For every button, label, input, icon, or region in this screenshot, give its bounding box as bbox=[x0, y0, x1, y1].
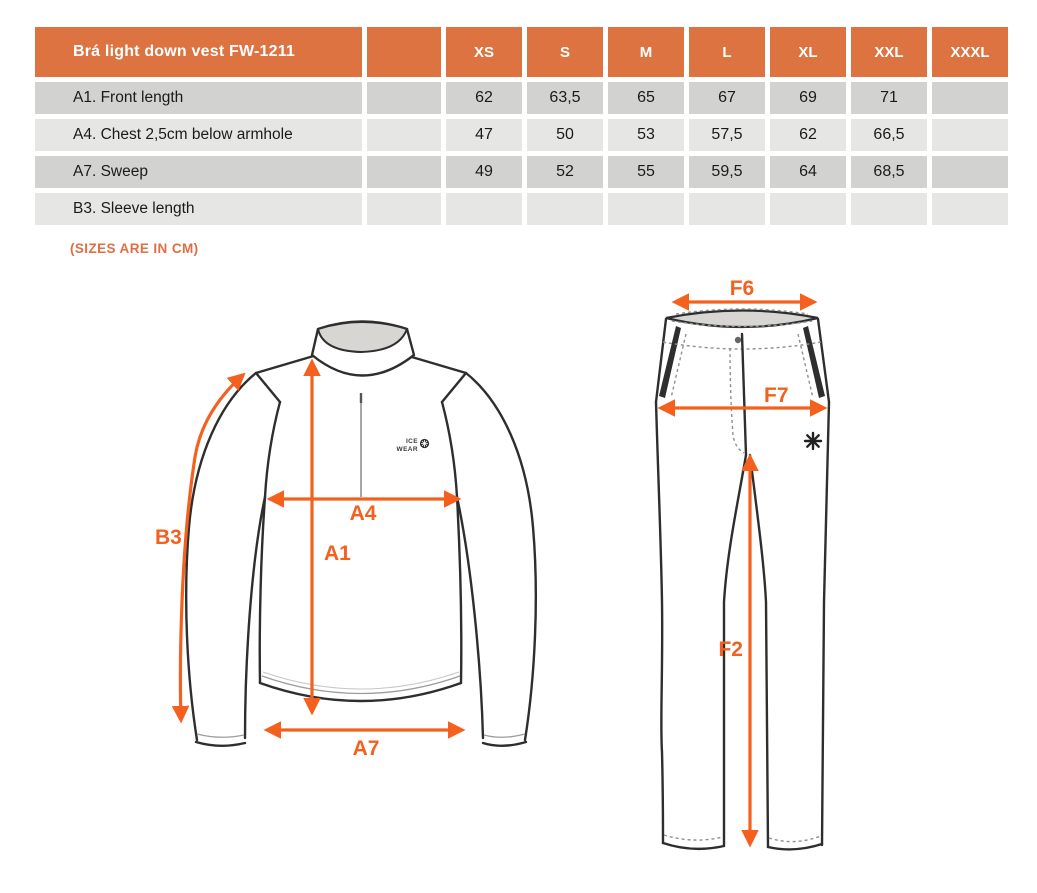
size-value: 71 bbox=[851, 82, 927, 114]
size-value bbox=[932, 156, 1008, 188]
icewear-logo bbox=[397, 438, 430, 453]
snowflake-icon bbox=[805, 433, 821, 449]
size-value: 50 bbox=[527, 119, 603, 151]
size-value: 52 bbox=[527, 156, 603, 188]
size-value: 69 bbox=[770, 82, 846, 114]
size-column-header: XL bbox=[770, 27, 846, 77]
spacer-cell bbox=[367, 27, 441, 77]
table-row bbox=[35, 193, 1008, 225]
left-pocket bbox=[659, 326, 681, 398]
logo-text-line1: ICE bbox=[405, 438, 418, 445]
units-note: (SIZES ARE IN CM) bbox=[70, 241, 199, 256]
size-value bbox=[851, 193, 927, 225]
measurement-label-f6: F6 bbox=[729, 277, 755, 300]
size-value: 66,5 bbox=[851, 119, 927, 151]
size-value: 59,5 bbox=[689, 156, 765, 188]
logo-text-line2: WEAR bbox=[396, 446, 418, 453]
measurement-label-b3: B3 bbox=[155, 526, 182, 549]
size-value: 67 bbox=[689, 82, 765, 114]
measurement-label-a7: A7 bbox=[352, 737, 380, 760]
product-title: Brá light down vest FW-1211 bbox=[35, 27, 362, 77]
size-value: 65 bbox=[608, 82, 684, 114]
size-column-header: XXXL bbox=[932, 27, 1008, 77]
right-pocket bbox=[803, 326, 825, 398]
size-value: 62 bbox=[770, 119, 846, 151]
spacer-cell bbox=[367, 82, 441, 114]
row-label: A7. Sweep bbox=[35, 156, 362, 188]
spacer-cell bbox=[367, 156, 441, 188]
size-value bbox=[608, 193, 684, 225]
snowflake-icon bbox=[420, 439, 429, 448]
table-header-row bbox=[35, 27, 1008, 77]
size-value: 64 bbox=[770, 156, 846, 188]
spacer-cell bbox=[367, 193, 441, 225]
measurement-label-f2: F2 bbox=[718, 638, 743, 661]
row-label: B3. Sleeve length bbox=[35, 193, 362, 225]
size-value: 57,5 bbox=[689, 119, 765, 151]
measurement-label-f7: F7 bbox=[764, 384, 789, 407]
table-row bbox=[35, 119, 1008, 151]
size-value: 68,5 bbox=[851, 156, 927, 188]
size-column-header: S bbox=[527, 27, 603, 77]
size-value bbox=[446, 193, 522, 225]
table-row bbox=[35, 82, 1008, 114]
size-chart-table bbox=[30, 22, 1013, 230]
size-value bbox=[932, 193, 1008, 225]
size-value bbox=[932, 82, 1008, 114]
waist-button bbox=[735, 337, 741, 343]
size-value: 47 bbox=[446, 119, 522, 151]
measurement-label-a4: A4 bbox=[349, 502, 377, 525]
size-value bbox=[770, 193, 846, 225]
size-value: 55 bbox=[608, 156, 684, 188]
size-column-header: XS bbox=[446, 27, 522, 77]
size-column-header: M bbox=[608, 27, 684, 77]
measurement-label-a1: A1 bbox=[324, 542, 351, 565]
size-value bbox=[689, 193, 765, 225]
size-value: 49 bbox=[446, 156, 522, 188]
size-value: 62 bbox=[446, 82, 522, 114]
shirt-diagram bbox=[150, 292, 570, 772]
size-value: 63,5 bbox=[527, 82, 603, 114]
size-value: 53 bbox=[608, 119, 684, 151]
size-value bbox=[527, 193, 603, 225]
size-column-header: XXL bbox=[851, 27, 927, 77]
row-label: A1. Front length bbox=[35, 82, 362, 114]
table-row bbox=[35, 156, 1008, 188]
size-column-header: L bbox=[689, 27, 765, 77]
spacer-cell bbox=[367, 119, 441, 151]
row-label: A4. Chest 2,5cm below armhole bbox=[35, 119, 362, 151]
size-value bbox=[932, 119, 1008, 151]
pants-diagram bbox=[630, 272, 870, 872]
